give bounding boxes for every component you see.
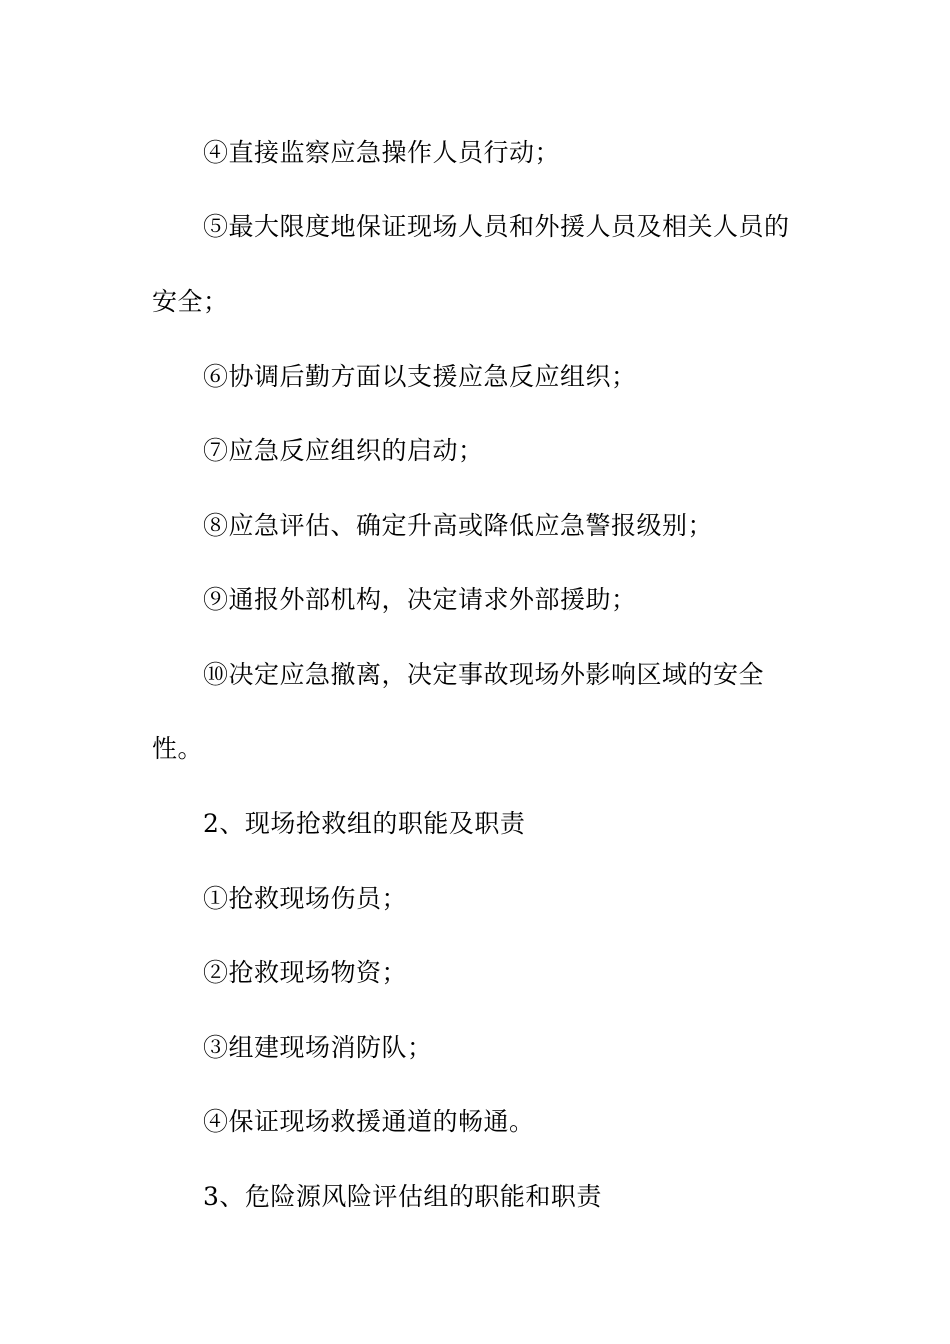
- paragraph-line: ⑥协调后勤方面以支援应急反应组织；: [203, 362, 637, 391]
- paragraph-line: ⑨通报外部机构，决定请求外部援助；: [203, 585, 637, 614]
- paragraph-line: ⑩决定应急撤离，决定事故现场外影响区域的安全: [203, 660, 765, 689]
- paragraph-line: ②抢救现场物资；: [203, 958, 408, 987]
- paragraph-line: ⑦应急反应组织的启动；: [203, 436, 484, 465]
- paragraph-line: ③组建现场消防队；: [203, 1033, 433, 1062]
- paragraph-line: 性。: [152, 734, 204, 763]
- paragraph-line: ⑤最大限度地保证现场人员和外援人员及相关人员的: [203, 212, 790, 241]
- paragraph-line: ⑧应急评估、确定升高或降低应急警报级别；: [203, 511, 714, 540]
- paragraph-line: ①抢救现场伤员；: [203, 884, 408, 913]
- paragraph-line: ④保证现场救援通道的畅通。: [203, 1107, 535, 1136]
- section-heading: 3、危险源风险评估组的职能和职责: [203, 1182, 602, 1211]
- section-heading: 2、现场抢救组的职能及职责: [203, 809, 526, 838]
- paragraph-line: ④直接监察应急操作人员行动；: [203, 138, 561, 167]
- paragraph-line: 安全；: [152, 287, 229, 316]
